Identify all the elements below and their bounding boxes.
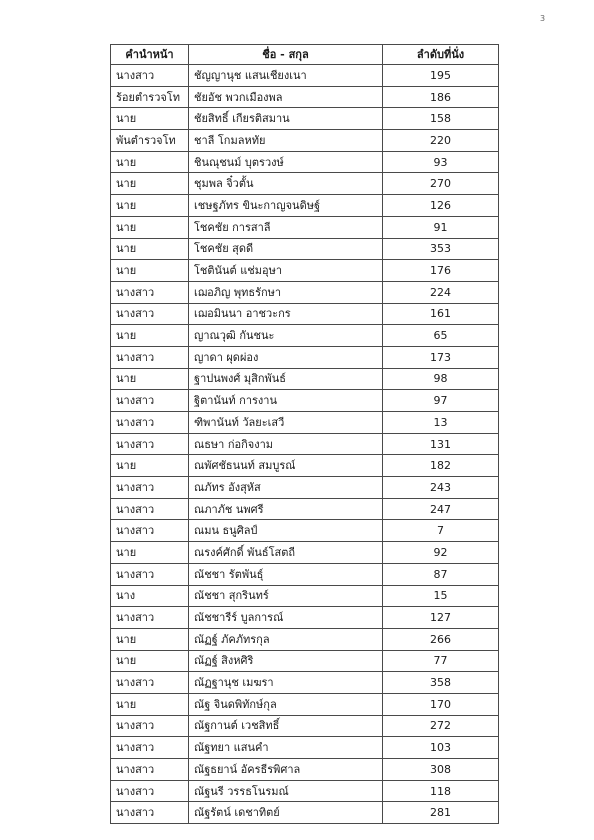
cell-seat: 158	[383, 108, 499, 130]
cell-name: ฐาปนพงศ์ มุสิกพันธ์	[189, 368, 383, 390]
cell-seat: 308	[383, 759, 499, 781]
cell-name: ณพัศชัธนนท์ สมบูรณ์	[189, 455, 383, 477]
cell-title: ร้อยตำรวจโท	[111, 86, 189, 108]
cell-name: ณัฐนรี วรรธโนรมณ์	[189, 780, 383, 802]
cell-name: ชัยสิทธิ์ เกียรติสมาน	[189, 108, 383, 130]
cell-name: ณัฏฐานุช เมฆรา	[189, 672, 383, 694]
table-row	[111, 563, 499, 585]
cell-title: นาย	[111, 260, 189, 282]
cell-title: นาย	[111, 151, 189, 173]
table-row	[111, 780, 499, 802]
cell-title: นาย	[111, 238, 189, 260]
cell-name: ฑิพานันท์ วัลยะเสวี	[189, 412, 383, 434]
cell-name: ณธษา ก่อกิจงาม	[189, 433, 383, 455]
cell-seat: 103	[383, 737, 499, 759]
cell-seat: 15	[383, 585, 499, 607]
cell-seat: 126	[383, 195, 499, 217]
table-row	[111, 368, 499, 390]
table-row	[111, 433, 499, 455]
cell-name: ฐิตานันท์ การงาน	[189, 390, 383, 412]
cell-title: นาย	[111, 693, 189, 715]
cell-title: นางสาว	[111, 563, 189, 585]
cell-title: นาย	[111, 216, 189, 238]
header-name: ชื่อ - สกุล	[189, 45, 383, 65]
cell-title: นางสาว	[111, 607, 189, 629]
table-row	[111, 628, 499, 650]
cell-name: โชตินันต์ แช่มอุษา	[189, 260, 383, 282]
cell-title: นางสาว	[111, 281, 189, 303]
header-title: คำนำหน้า	[111, 45, 189, 65]
cell-title: นางสาว	[111, 498, 189, 520]
cell-name: ชินณุชนม์ บุตรวงษ์	[189, 151, 383, 173]
cell-name: ณัฐ จินดพิทักษ์กุล	[189, 693, 383, 715]
table-row	[111, 737, 499, 759]
cell-name: ณัฏฐ์ ภัคภัทรกุล	[189, 628, 383, 650]
cell-seat: 13	[383, 412, 499, 434]
cell-name: ณัฐทยา แสนคำ	[189, 737, 383, 759]
cell-name: ณมน ธนูศิลป์	[189, 520, 383, 542]
cell-name: โชคชัย การสาลี	[189, 216, 383, 238]
cell-name: ชุมพล จิ๋วตั้น	[189, 173, 383, 195]
cell-seat: 170	[383, 693, 499, 715]
cell-seat: 127	[383, 607, 499, 629]
table-row	[111, 455, 499, 477]
cell-title: นาย	[111, 173, 189, 195]
cell-seat: 87	[383, 563, 499, 585]
cell-name: ณภาภัช นพศรี	[189, 498, 383, 520]
cell-name: ชัญญานุช แสนเชียงเนา	[189, 65, 383, 87]
cell-seat: 98	[383, 368, 499, 390]
cell-name: เฌอมินนา อาชวะกร	[189, 303, 383, 325]
table-row	[111, 650, 499, 672]
cell-title: นางสาว	[111, 390, 189, 412]
cell-name: ญาณวุฒิ กันชนะ	[189, 325, 383, 347]
cell-title: นางสาว	[111, 346, 189, 368]
cell-title: นาย	[111, 628, 189, 650]
cell-title: นางสาว	[111, 477, 189, 499]
cell-seat: 224	[383, 281, 499, 303]
table-header-row	[111, 45, 499, 65]
cell-title: นางสาว	[111, 672, 189, 694]
cell-seat: 173	[383, 346, 499, 368]
cell-title: นางสาว	[111, 780, 189, 802]
table-row	[111, 607, 499, 629]
cell-seat: 65	[383, 325, 499, 347]
cell-name: ณัฐกานต์ เวชสิทธิ์	[189, 715, 383, 737]
cell-name: เฌอภิญ พุทธรักษา	[189, 281, 383, 303]
cell-title: นาย	[111, 455, 189, 477]
cell-seat: 92	[383, 542, 499, 564]
cell-title: นาย	[111, 650, 189, 672]
cell-seat: 353	[383, 238, 499, 260]
page-number: 3	[540, 14, 546, 23]
cell-name: ญาดา ผุดผ่อง	[189, 346, 383, 368]
cell-seat: 281	[383, 802, 499, 824]
cell-title: นาย	[111, 195, 189, 217]
cell-name: ชาลี โกมลหทัย	[189, 130, 383, 152]
table-row	[111, 346, 499, 368]
cell-seat: 220	[383, 130, 499, 152]
table-row	[111, 281, 499, 303]
cell-title: นาย	[111, 542, 189, 564]
cell-title: นาย	[111, 368, 189, 390]
cell-seat: 77	[383, 650, 499, 672]
cell-title: นางสาว	[111, 412, 189, 434]
cell-name: ณัฐธยาน์ อัครธีรพิศาล	[189, 759, 383, 781]
cell-seat: 266	[383, 628, 499, 650]
table-row	[111, 303, 499, 325]
table-row	[111, 238, 499, 260]
cell-name: ณัชชารีร์ บูลการณ์	[189, 607, 383, 629]
cell-name: ณัชชา รัตพันธุ์	[189, 563, 383, 585]
cell-seat: 243	[383, 477, 499, 499]
cell-title: นางสาว	[111, 433, 189, 455]
cell-seat: 91	[383, 216, 499, 238]
table-row	[111, 802, 499, 824]
table-row	[111, 715, 499, 737]
cell-name: ณัชชา สุกรินทร์	[189, 585, 383, 607]
table-row	[111, 173, 499, 195]
table-row	[111, 86, 499, 108]
seating-table	[110, 44, 499, 824]
cell-title: นาง	[111, 585, 189, 607]
cell-seat: 270	[383, 173, 499, 195]
table-body	[111, 65, 499, 824]
cell-title: นาย	[111, 108, 189, 130]
table-row	[111, 130, 499, 152]
table-row	[111, 216, 499, 238]
cell-seat: 272	[383, 715, 499, 737]
cell-seat: 161	[383, 303, 499, 325]
table-row	[111, 390, 499, 412]
table-row	[111, 412, 499, 434]
cell-name: ณัฏฐ์ สิงหศิริ	[189, 650, 383, 672]
cell-name: เชษฐภัทร ขินะกาญจนดิษฐ์	[189, 195, 383, 217]
cell-seat: 93	[383, 151, 499, 173]
cell-name: ณรงค์ศักดิ์ พันธ์โสตถี	[189, 542, 383, 564]
cell-title: นางสาว	[111, 520, 189, 542]
table-row	[111, 498, 499, 520]
table-row	[111, 520, 499, 542]
cell-seat: 131	[383, 433, 499, 455]
cell-name: โชคชัย สุดดี	[189, 238, 383, 260]
table-row	[111, 260, 499, 282]
cell-seat: 186	[383, 86, 499, 108]
table-row	[111, 672, 499, 694]
table-row	[111, 108, 499, 130]
cell-title: นางสาว	[111, 737, 189, 759]
cell-seat: 176	[383, 260, 499, 282]
table-row	[111, 693, 499, 715]
cell-seat: 195	[383, 65, 499, 87]
cell-title: นางสาว	[111, 65, 189, 87]
cell-name: ณัฐรัตน์ เดชาทิตย์	[189, 802, 383, 824]
cell-seat: 118	[383, 780, 499, 802]
table-row	[111, 542, 499, 564]
cell-seat: 7	[383, 520, 499, 542]
cell-seat: 97	[383, 390, 499, 412]
cell-seat: 247	[383, 498, 499, 520]
table-row	[111, 195, 499, 217]
cell-name: ชัยอัช พวกเมืองพล	[189, 86, 383, 108]
header-seat: ลำดับที่นั่ง	[383, 45, 499, 65]
cell-title: นางสาว	[111, 715, 189, 737]
cell-title: นางสาว	[111, 303, 189, 325]
cell-title: นาย	[111, 325, 189, 347]
table-row	[111, 325, 499, 347]
table-row	[111, 759, 499, 781]
cell-seat: 182	[383, 455, 499, 477]
cell-title: นางสาว	[111, 802, 189, 824]
cell-name: ณภัทร อังสุหัส	[189, 477, 383, 499]
cell-title: นางสาว	[111, 759, 189, 781]
table-row	[111, 585, 499, 607]
table-row	[111, 65, 499, 87]
cell-title: พันตำรวจโท	[111, 130, 189, 152]
table-row	[111, 151, 499, 173]
cell-seat: 358	[383, 672, 499, 694]
table-row	[111, 477, 499, 499]
